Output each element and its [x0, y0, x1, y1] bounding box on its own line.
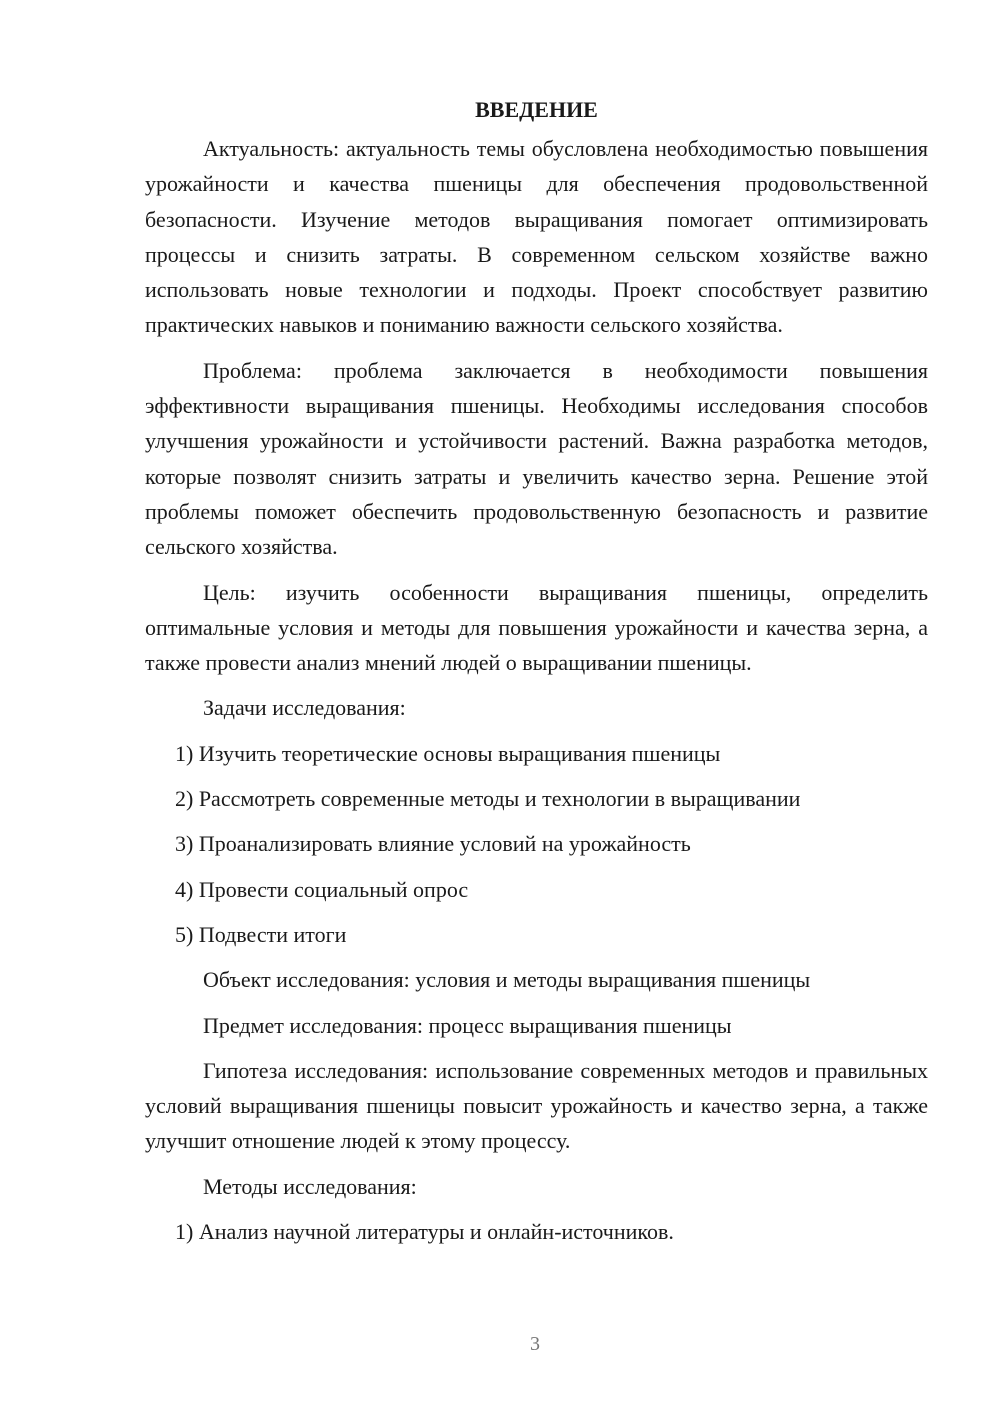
section-heading: ВВЕДЕНИЕ — [475, 97, 598, 122]
task-item: 1) Изучить теоретические основы выращивания пшеницы — [175, 740, 721, 766]
methods-list — [145, 1214, 928, 1249]
hypothesis-paragraph: Гипотеза исследования: использование современных методов и правильных условий выращивания пшеницы повысит урожайность и качество зерна, а также улучшит отношение людей к этому процессу. — [145, 1057, 928, 1154]
goal-paragraph: Цель: изучить особенности выращивания пшеницы, определить оптимальные условия и методы для повышения урожайности и качества зерна, а также провести анализ мнений людей о выращивании пшеницы. — [145, 579, 928, 676]
methods-title: Методы исследования: — [203, 1173, 417, 1199]
task-item: 4) Провести социальный опрос — [175, 876, 469, 902]
task-item: 2) Рассмотреть современные методы и технологии в выращивании — [175, 786, 801, 812]
object-line: Объект исследования: условия и методы выращивания пшеницы — [203, 967, 811, 993]
tasks-list — [145, 736, 928, 952]
page-number: 3 — [530, 1333, 540, 1355]
subject-line: Предмет исследования: процесс выращивания пшеницы — [203, 1012, 732, 1038]
task-item: 5) Подвести итоги — [175, 921, 347, 947]
problem-paragraph: Проблема: проблема заключается в необходимости повышения эффективности выращивания пшеницы. Необходимы исследования способов улучшения урожайности и устойчивости растений. Важна разработка методов, которые позволят снизить затраты и увеличить качество зерна. Решение этой проблемы поможет обеспечить продовольственную безопасность и развитие сельского хозяйства. — [145, 357, 928, 560]
task-item: 3) Проанализировать влияние условий на урожайность — [175, 831, 691, 857]
relevance-paragraph: Актуальность: актуальность темы обусловлена необходимостью повышения урожайности и качества пшеницы для обеспечения продовольственной безопасности. Изучение методов выращивания помогает оптимизировать процессы и снизить затраты. В современном сельском хозяйстве важно использовать новые технологии и подходы. Проект способствует развитию практических навыков и пониманию важности сельского хозяйства. — [145, 136, 928, 338]
tasks-title: Задачи исследования: — [203, 695, 406, 721]
method-item: 1) Анализ научной литературы и онлайн-источников. — [175, 1219, 674, 1245]
page-content — [145, 92, 928, 1259]
